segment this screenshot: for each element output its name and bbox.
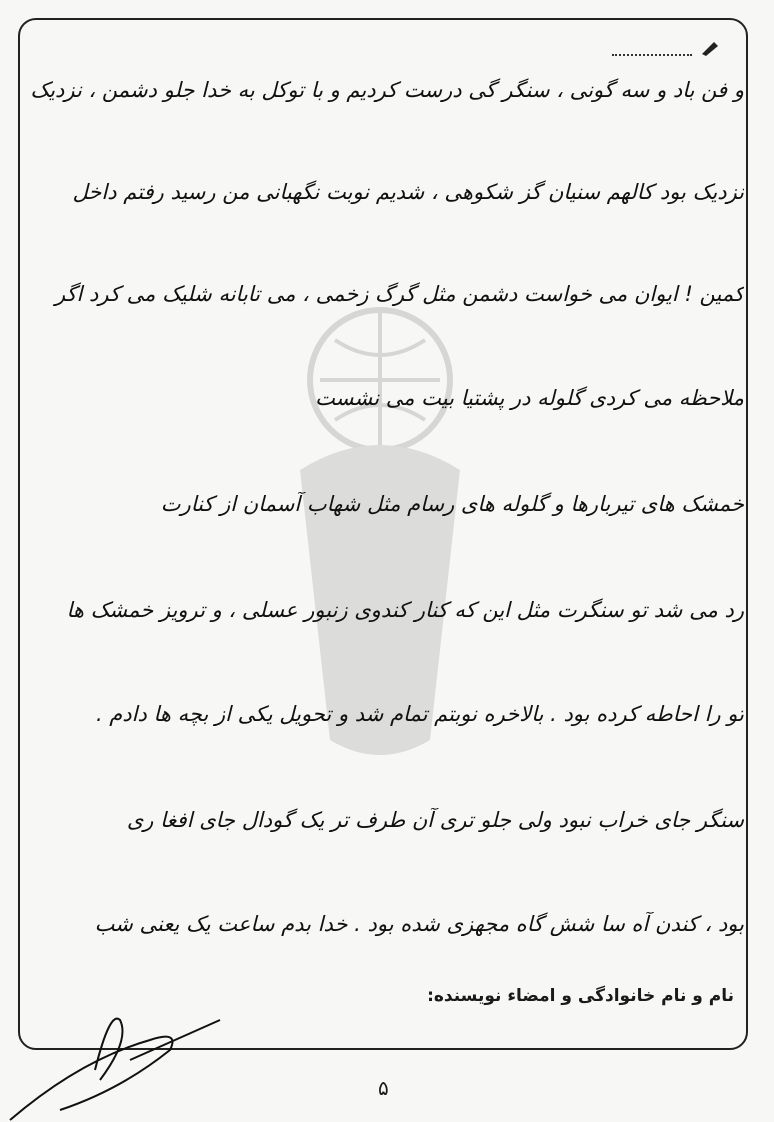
text-line-8: سنگر جای خراب نبود ولی جلو تری آن طرف تر یک گودال جای افغا ری — [126, 808, 744, 832]
text-line-1: و فن باد و سه گونی ، سنگر گی درست کردیم و با توکل به خدا جلو دشمن ، نزدیک — [30, 78, 744, 102]
page-number: ۵ — [378, 1076, 389, 1100]
author-signature-label: نام و نام خانوادگی و امضاء نویسنده: — [427, 986, 734, 1006]
text-line-4: ملاحظه می کردی گلوله در پشتیا بیت می نشست — [315, 386, 744, 410]
dotted-line — [612, 54, 692, 56]
text-line-9: بود ، کندن آه سا شش گاه مجهزی شده بود . خدا بدم ساعت یک یعنی شب — [94, 912, 744, 936]
handwritten-signature — [0, 1000, 260, 1122]
pen-icon — [700, 38, 720, 56]
text-line-7: تو را احاطه کرده بود . بالاخره نوبتم تمام شد و تحویل یکی از بچه ها دادم . — [95, 702, 744, 726]
watermark-emblem — [280, 300, 480, 770]
text-line-2: نزدیک بود کالهم سنیان گز شکوهی ، شدیم نوبت نگهبانی من رسید رفتم داخل — [72, 180, 744, 204]
text-line-6: رد می شد تو سنگرت مثل این که کنار کندوی زنبور عسلی ، و ترویز خمشک ها — [66, 598, 744, 622]
text-line-5: خمشک های تیربارها و گلوله های رسام مثل شهاب آسمان از کنارت — [160, 492, 744, 516]
text-line-3: کمین ! ایوان می خواست دشمن مثل گرگ زخمی ، می تابانه شلیک می کرد اگر — [54, 282, 744, 306]
